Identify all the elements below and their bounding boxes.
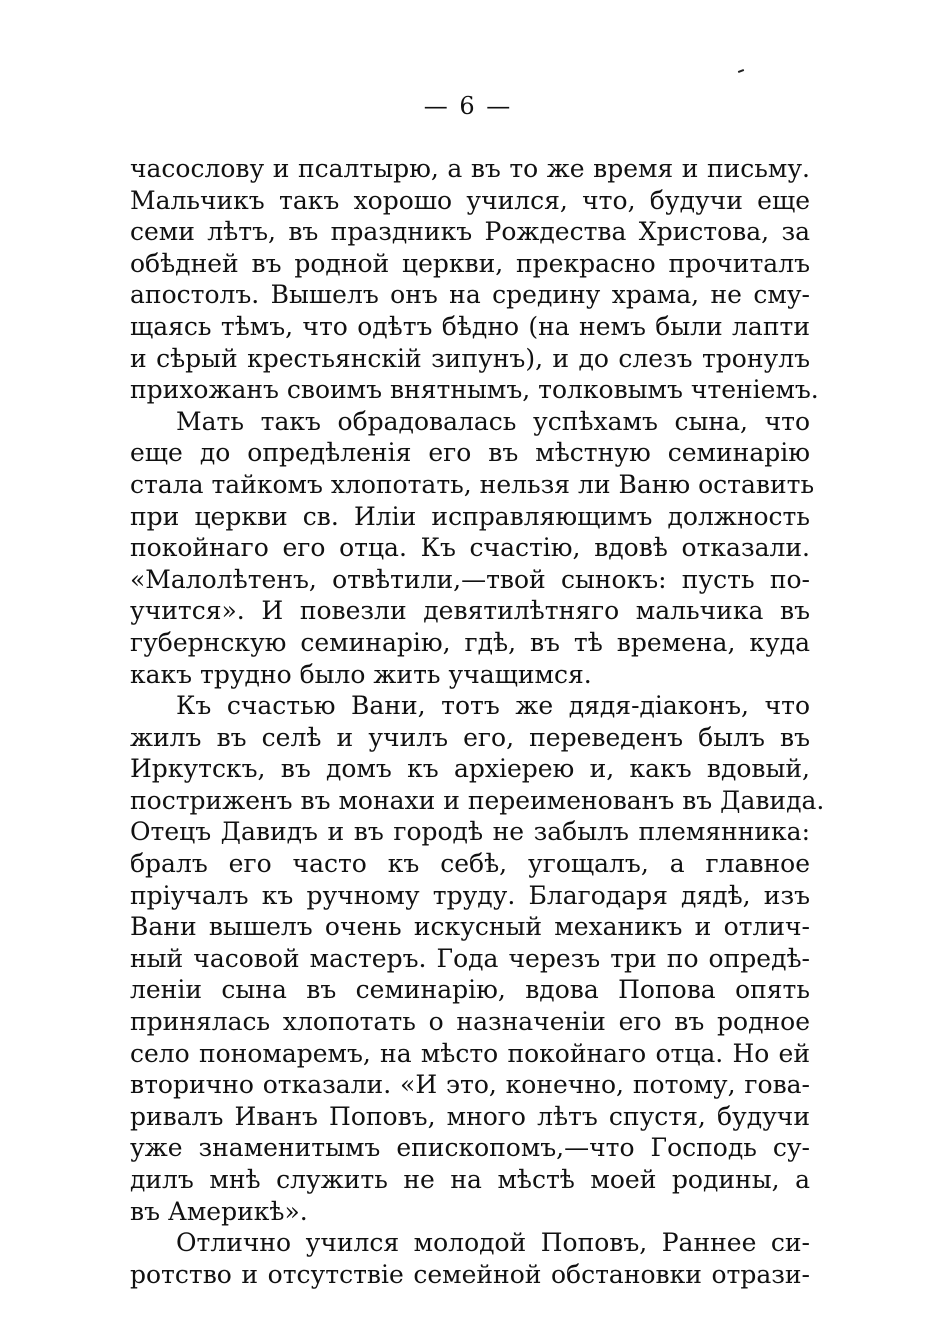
text-line: вторично отказали. «И это, конечно, потому, гова- [130, 1070, 810, 1100]
text-line: жилъ въ селѣ и училъ его, переведенъ былъ въ [130, 722, 810, 752]
body-text [130, 153, 825, 1290]
text-line: постриженъ въ монахи и переименованъ въ Давида. [130, 785, 825, 815]
text-line: «Малолѣтенъ, отвѣтили,—твой сынокъ: пусть по- [130, 564, 810, 594]
text-line: ный часовой мастеръ. Года черезъ три по опредѣ- [130, 943, 810, 973]
text-line: щаясь тѣмъ, что одѣтъ бѣдно (на немъ были лапти [130, 311, 810, 341]
text-line: стала тайкомъ хлопотать, нельзя ли Ваню оставить [130, 469, 815, 499]
text-line: уже знаменитымъ епископомъ,—что Господь су- [130, 1133, 810, 1163]
text-line: апостолъ. Вышелъ онъ на средину храма, не сму- [130, 280, 810, 310]
text-line: часослову и псалтырю, а въ то же время и письму. [130, 154, 810, 183]
text-line: обѣдней въ родной церкви, прекрасно прочиталъ [130, 248, 810, 278]
text-line: при церкви св. Иліи исправляющимъ должность [130, 501, 810, 531]
text-line: Вани вышелъ очень искусный механикъ и отлич- [130, 912, 810, 942]
text-line: дилъ мнѣ служить не на мѣстѣ моей родины, а [130, 1165, 810, 1194]
text-line: Отецъ Давидъ и въ городѣ не забылъ племянника: [130, 817, 810, 847]
text-line: Иркутскъ, въ домъ къ архіерею и, какъ вдовый, [130, 754, 810, 784]
text-line: прихожанъ своимъ внятнымъ, толковымъ чтеніемъ. [130, 375, 819, 405]
text-line: губернскую семинарію, гдѣ, въ тѣ времена, куда [130, 627, 810, 657]
text-line: Мальчикъ такъ хорошо учился, что, будучи еще [130, 185, 810, 215]
text-line: семи лѣтъ, въ праздникъ Рождества Христова, за [130, 217, 810, 247]
text-line: въ Америкѣ». [130, 1196, 308, 1226]
text-line: село пономаремъ, на мѣсто покойнаго отца. Но ей [130, 1038, 810, 1068]
text-line: Къ счастью Вани, тотъ же дядя-діаконъ, что [176, 691, 810, 721]
text-line: и сѣрый крестьянскій зипунъ), и до слезъ тронулъ [130, 343, 810, 373]
text-line: принялась хлопотать о назначеніи его въ родное [130, 1007, 810, 1037]
text-line: ротство и отсутствіе семейной обстановки отрази- [130, 1259, 810, 1289]
text-line: пріучалъ къ ручному труду. Благодаря дядѣ, изъ [130, 880, 810, 910]
text-line: покойнаго его отца. Къ счастію, вдовѣ отказали. [130, 533, 810, 563]
text-line: Отлично учился молодой Поповъ, Раннее си- [176, 1228, 810, 1258]
print-speck [738, 69, 744, 73]
text-line: ривалъ Иванъ Поповъ, много лѣтъ спустя, будучи [130, 1101, 810, 1131]
text-line: еще до опредѣленія его въ мѣстную семинарію [130, 438, 810, 468]
text-line: какъ трудно было жить учащимся. [130, 659, 592, 689]
text-line: бралъ его часто къ себѣ, угощалъ, а главное [130, 849, 810, 879]
text-line: учится». И повезли девятилѣтняго мальчика въ [130, 596, 810, 626]
text-line: леніи сына въ семинарію, вдова Попова опять [130, 975, 810, 1005]
text-line: Мать такъ обрадовалась успѣхамъ сына, что [176, 406, 810, 436]
page-number: — 6 — [423, 92, 513, 120]
